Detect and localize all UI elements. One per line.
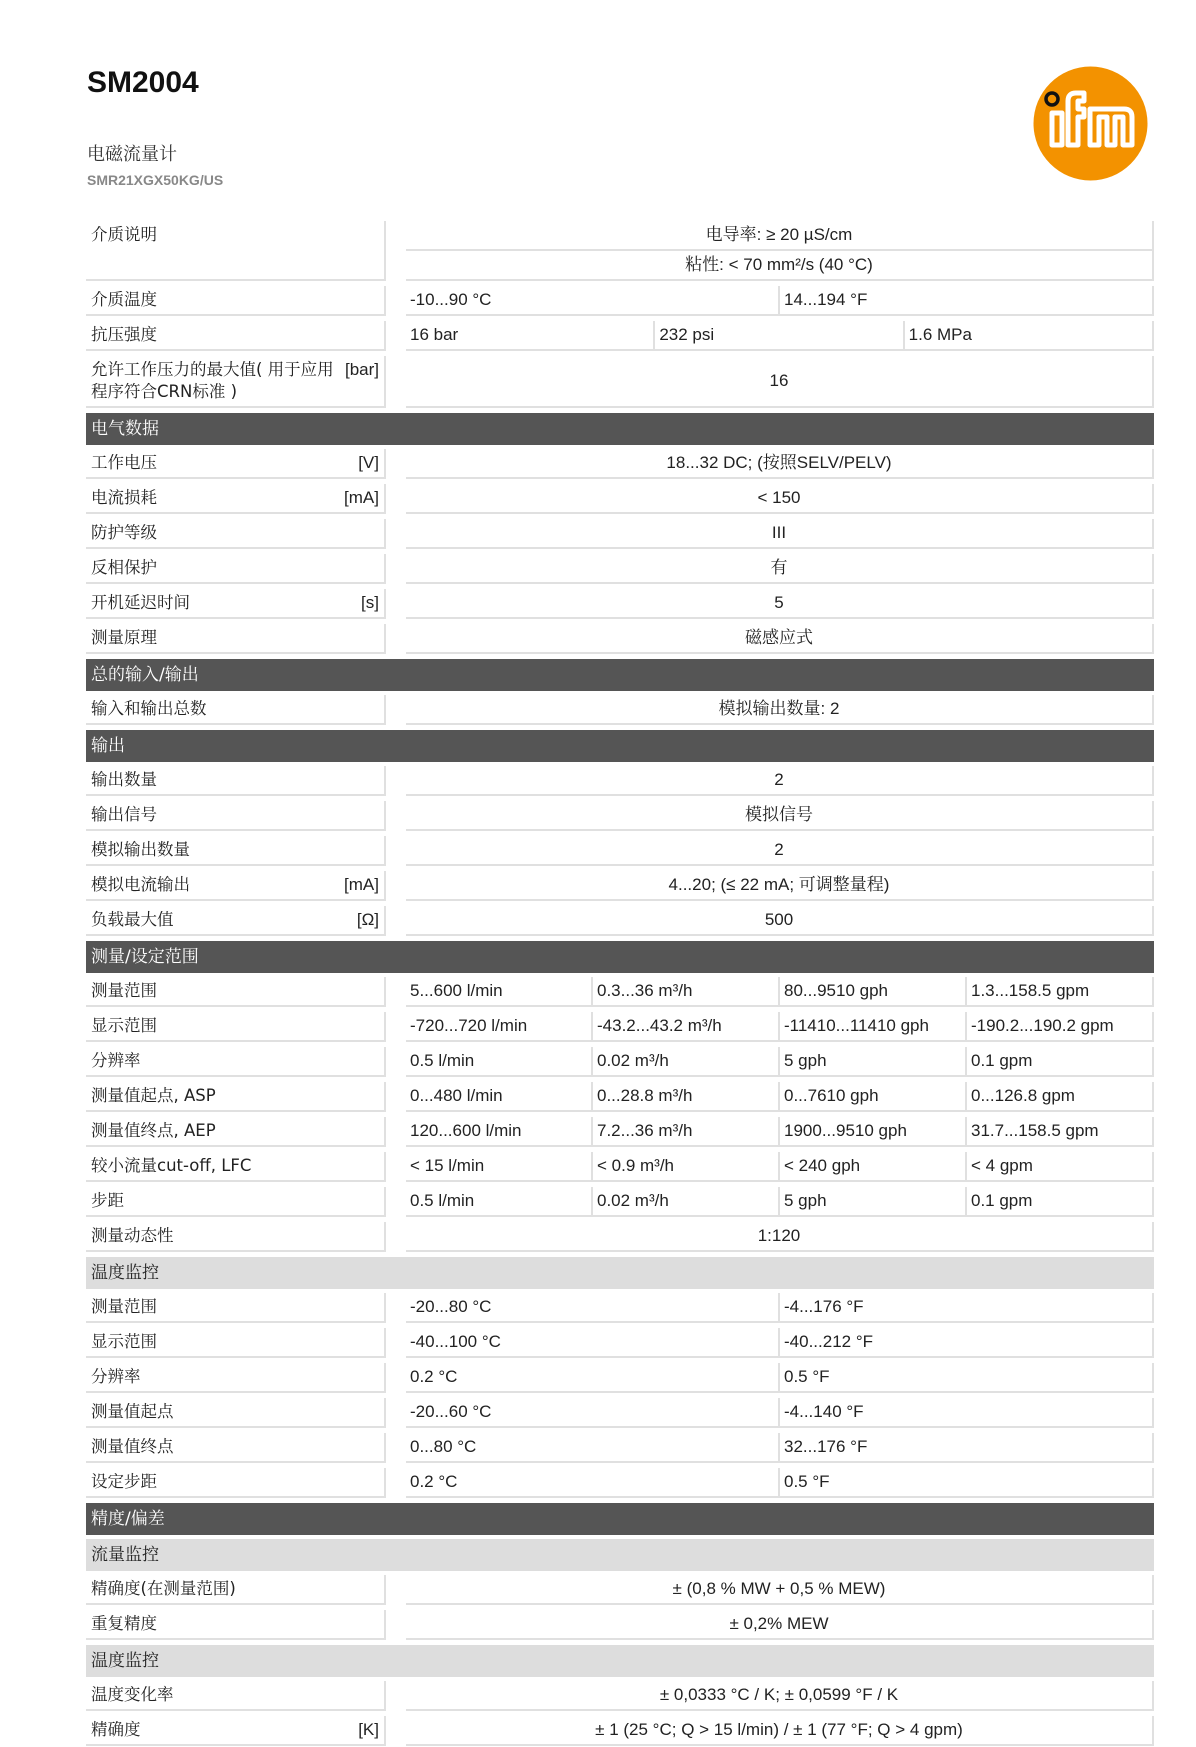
spec-unit: [K]	[358, 1720, 379, 1739]
spec-label-text: 工作电压	[91, 453, 157, 472]
spec-values	[406, 221, 1154, 281]
spec-value: 0.5 °F	[780, 1363, 1154, 1393]
spec-values	[406, 1681, 1154, 1711]
spec-values	[406, 1187, 1154, 1217]
spec-value: 16 bar	[406, 321, 655, 351]
spec-value: ± 1 (25 °C; Q > 15 l/min) / ± 1 (77 °F; Q > 4 gpm)	[406, 1716, 1154, 1746]
spec-label-text: 测量值起点, ASP	[91, 1086, 216, 1105]
spec-label	[86, 766, 386, 796]
spec-label-text: 允许工作压力的最大值( 用于应用程序符合CRN标准 )	[91, 360, 334, 401]
spec-values	[406, 1328, 1154, 1358]
spec-value-line	[406, 1117, 1154, 1147]
product-subtitle: 电磁流量计	[87, 144, 177, 165]
spec-value-line	[406, 1082, 1154, 1112]
spec-label	[86, 519, 386, 549]
spec-value: < 0.9 m³/h	[593, 1152, 780, 1182]
spec-label	[86, 906, 386, 936]
spec-value: 0.3...36 m³/h	[593, 977, 780, 1007]
spec-label	[86, 1398, 386, 1428]
spec-row	[86, 836, 1154, 867]
section-header: 电气数据	[86, 413, 1154, 445]
spec-unit: [mA]	[344, 488, 379, 507]
spec-row	[86, 1610, 1154, 1641]
spec-label	[86, 1468, 386, 1498]
spec-label-text: 精确度(在测量范围)	[91, 1579, 236, 1598]
spec-label-text: 较小流量cut-off, LFC	[91, 1156, 252, 1175]
spec-row	[86, 286, 1154, 317]
spec-label-text: 抗压强度	[91, 325, 157, 344]
spec-value: 0.1 gpm	[967, 1187, 1154, 1217]
spec-value-line	[406, 836, 1154, 866]
spec-label-text: 电流损耗	[91, 488, 157, 507]
spec-label-text: 重复精度	[91, 1614, 157, 1633]
product-title: SM2004	[87, 66, 199, 99]
spec-label-text: 测量范围	[91, 1297, 157, 1316]
spec-value-line	[406, 977, 1154, 1007]
ifm-logo	[1032, 65, 1149, 182]
spec-label	[86, 449, 386, 479]
spec-row	[86, 1082, 1154, 1113]
spec-label	[86, 1082, 386, 1112]
spec-value: 粘性: < 70 mm²/s (40 °C)	[406, 251, 1154, 281]
spec-value: 14...194 °F	[780, 286, 1154, 316]
spec-values	[406, 1047, 1154, 1077]
spec-label	[86, 554, 386, 584]
spec-label	[86, 1222, 386, 1252]
spec-value-line	[406, 286, 1154, 316]
spec-label	[86, 321, 386, 351]
spec-unit: [bar]	[344, 360, 379, 379]
spec-label-text: 测量动态性	[91, 1226, 174, 1245]
spec-value: 模拟输出数量: 2	[406, 695, 1154, 725]
spec-value: 500	[406, 906, 1154, 936]
section-header: 精度/偏差	[86, 1503, 1154, 1535]
spec-row	[86, 977, 1154, 1008]
spec-value-line	[406, 484, 1154, 514]
spec-label	[86, 286, 386, 316]
spec-value: 7.2...36 m³/h	[593, 1117, 780, 1147]
spec-value: -43.2...43.2 m³/h	[593, 1012, 780, 1042]
spec-values	[406, 1716, 1154, 1746]
article-code: SMR21XGX50KG/US	[87, 172, 224, 188]
spec-value-line	[406, 1152, 1154, 1182]
spec-values	[406, 695, 1154, 725]
spec-label-text: 显示范围	[91, 1332, 157, 1351]
spec-value: 120...600 l/min	[406, 1117, 593, 1147]
spec-values	[406, 906, 1154, 936]
spec-value-line	[406, 1012, 1154, 1042]
spec-values	[406, 1398, 1154, 1428]
spec-value-line	[406, 1468, 1154, 1498]
spec-row	[86, 1152, 1154, 1183]
spec-label-text: 开机延迟时间	[91, 593, 190, 612]
spec-label	[86, 221, 386, 281]
spec-values	[406, 624, 1154, 654]
spec-unit: [s]	[361, 593, 379, 612]
spec-value: 80...9510 gph	[780, 977, 967, 1007]
spec-label	[86, 484, 386, 514]
spec-value: -20...60 °C	[406, 1398, 780, 1428]
section-header: 输出	[86, 730, 1154, 762]
spec-row	[86, 484, 1154, 515]
spec-value-line	[406, 554, 1154, 584]
spec-label-text: 显示范围	[91, 1016, 157, 1035]
spec-values	[406, 449, 1154, 479]
spec-unit: [V]	[358, 453, 379, 472]
subsection-header: 温度监控	[86, 1645, 1154, 1677]
spec-label	[86, 1293, 386, 1323]
spec-values	[406, 356, 1154, 408]
spec-value: -20...80 °C	[406, 1293, 780, 1323]
spec-values	[406, 1575, 1154, 1605]
spec-label-text: 分辨率	[91, 1367, 141, 1386]
spec-value-line	[406, 1222, 1154, 1252]
spec-label-text: 反相保护	[91, 558, 157, 577]
spec-value: ± 0,2% MEW	[406, 1610, 1154, 1640]
spec-value: -11410...11410 gph	[780, 1012, 967, 1042]
spec-values	[406, 1117, 1154, 1147]
spec-value: ± 0,0333 °C / K; ± 0,0599 °F / K	[406, 1681, 1154, 1711]
spec-label-text: 测量值终点, AEP	[91, 1121, 216, 1140]
spec-label-text: 模拟电流输出	[91, 875, 190, 894]
spec-row	[86, 1187, 1154, 1218]
spec-row	[86, 554, 1154, 585]
spec-value: 有	[406, 554, 1154, 584]
spec-value: < 4 gpm	[967, 1152, 1154, 1182]
spec-row	[86, 449, 1154, 480]
spec-label-text: 模拟输出数量	[91, 840, 190, 859]
spec-label-text: 输入和输出总数	[91, 699, 207, 718]
spec-value-line	[406, 221, 1154, 251]
spec-label	[86, 589, 386, 619]
spec-label	[86, 836, 386, 866]
spec-value-line	[406, 321, 1154, 351]
spec-value: 0.5 l/min	[406, 1187, 593, 1217]
spec-value-line	[406, 356, 1154, 408]
spec-value: 4...20; (≤ 22 mA; 可调整量程)	[406, 871, 1154, 901]
spec-values	[406, 1152, 1154, 1182]
spec-values	[406, 554, 1154, 584]
spec-row	[86, 871, 1154, 902]
spec-value: 18...32 DC; (按照SELV/PELV)	[406, 449, 1154, 479]
spec-value: 16	[406, 356, 1154, 408]
section-header: 测量/设定范围	[86, 941, 1154, 973]
spec-value: 232 psi	[655, 321, 904, 351]
spec-label-text: 介质说明	[91, 225, 157, 244]
spec-value: 2	[406, 836, 1154, 866]
spec-label	[86, 356, 386, 408]
spec-row	[86, 766, 1154, 797]
spec-label	[86, 1117, 386, 1147]
spec-label	[86, 1047, 386, 1077]
spec-row	[86, 1222, 1154, 1253]
spec-value-line	[406, 589, 1154, 619]
spec-values	[406, 286, 1154, 316]
spec-label	[86, 624, 386, 654]
spec-label	[86, 871, 386, 901]
spec-values	[406, 766, 1154, 796]
spec-label-text: 测量值终点	[91, 1437, 174, 1456]
section-header: 总的输入/输出	[86, 659, 1154, 691]
spec-label-text: 介质温度	[91, 290, 157, 309]
spec-value: 1900...9510 gph	[780, 1117, 967, 1147]
spec-value: 0.2 °C	[406, 1468, 780, 1498]
spec-value-line	[406, 1398, 1154, 1428]
spec-label	[86, 1187, 386, 1217]
spec-value-line	[406, 519, 1154, 549]
spec-value: 0...7610 gph	[780, 1082, 967, 1112]
spec-label-text: 输出信号	[91, 805, 157, 824]
spec-label	[86, 1610, 386, 1640]
spec-value-line	[406, 1681, 1154, 1711]
spec-value: 2	[406, 766, 1154, 796]
spec-value: 0...28.8 m³/h	[593, 1082, 780, 1112]
spec-value: 电导率: ≥ 20 µS/cm	[406, 221, 1154, 251]
datasheet-table	[86, 217, 1154, 1747]
spec-value: < 150	[406, 484, 1154, 514]
spec-value: < 15 l/min	[406, 1152, 593, 1182]
spec-label	[86, 695, 386, 725]
spec-row	[86, 589, 1154, 620]
spec-value: 0.5 l/min	[406, 1047, 593, 1077]
spec-value: < 240 gph	[780, 1152, 967, 1182]
spec-label-text: 分辨率	[91, 1051, 141, 1070]
spec-value: 0...126.8 gpm	[967, 1082, 1154, 1112]
spec-value-line	[406, 1610, 1154, 1640]
spec-values	[406, 484, 1154, 514]
spec-value-line	[406, 801, 1154, 831]
spec-row	[86, 1468, 1154, 1499]
spec-value: 32...176 °F	[780, 1433, 1154, 1463]
spec-value: 5 gph	[780, 1047, 967, 1077]
spec-value: -40...212 °F	[780, 1328, 1154, 1358]
spec-label	[86, 977, 386, 1007]
spec-value-line	[406, 766, 1154, 796]
spec-values	[406, 1433, 1154, 1463]
spec-row	[86, 1433, 1154, 1464]
spec-values	[406, 589, 1154, 619]
spec-label	[86, 1152, 386, 1182]
spec-value: 1.3...158.5 gpm	[967, 977, 1154, 1007]
spec-value: 模拟信号	[406, 801, 1154, 831]
spec-value: 5	[406, 589, 1154, 619]
spec-row	[86, 356, 1154, 409]
spec-value-line	[406, 1716, 1154, 1746]
spec-label-text: 步距	[91, 1191, 124, 1210]
spec-value-line	[406, 1293, 1154, 1323]
spec-value: 5...600 l/min	[406, 977, 593, 1007]
spec-row	[86, 221, 1154, 282]
spec-label	[86, 801, 386, 831]
spec-value: 0.1 gpm	[967, 1047, 1154, 1077]
spec-value: -4...176 °F	[780, 1293, 1154, 1323]
subsection-header: 温度监控	[86, 1257, 1154, 1289]
spec-label-text: 输出数量	[91, 770, 157, 789]
spec-label-text: 测量值起点	[91, 1402, 174, 1421]
spec-row	[86, 1047, 1154, 1078]
subsection-header: 流量监控	[86, 1539, 1154, 1571]
spec-values	[406, 1293, 1154, 1323]
spec-value-line	[406, 1187, 1154, 1217]
spec-row	[86, 1716, 1154, 1747]
spec-value: -10...90 °C	[406, 286, 780, 316]
spec-label-text: 负载最大值	[91, 910, 174, 929]
spec-value-line	[406, 1433, 1154, 1463]
spec-values	[406, 1222, 1154, 1252]
spec-row	[86, 1328, 1154, 1359]
spec-values	[406, 977, 1154, 1007]
spec-label	[86, 1716, 386, 1746]
spec-value-line	[406, 449, 1154, 479]
spec-value: 0...80 °C	[406, 1433, 780, 1463]
spec-row	[86, 1293, 1154, 1324]
spec-value-line	[406, 1363, 1154, 1393]
spec-row	[86, 624, 1154, 655]
spec-value: -720...720 l/min	[406, 1012, 593, 1042]
spec-row	[86, 1012, 1154, 1043]
spec-value: 磁感应式	[406, 624, 1154, 654]
spec-values	[406, 519, 1154, 549]
spec-value: -190.2...190.2 gpm	[967, 1012, 1154, 1042]
spec-value: III	[406, 519, 1154, 549]
spec-value-line	[406, 1328, 1154, 1358]
spec-values	[406, 321, 1154, 351]
spec-unit: [mA]	[344, 875, 379, 894]
spec-label	[86, 1681, 386, 1711]
spec-value: 31.7...158.5 gpm	[967, 1117, 1154, 1147]
spec-values	[406, 801, 1154, 831]
spec-row	[86, 519, 1154, 550]
spec-value: 0.2 °C	[406, 1363, 780, 1393]
spec-value: 0.02 m³/h	[593, 1187, 780, 1217]
spec-label-text: 测量原理	[91, 628, 157, 647]
spec-value-line	[406, 251, 1154, 281]
spec-values	[406, 1082, 1154, 1112]
spec-value: 5 gph	[780, 1187, 967, 1217]
spec-row	[86, 321, 1154, 352]
spec-values	[406, 1610, 1154, 1640]
spec-value: 0.02 m³/h	[593, 1047, 780, 1077]
spec-value-line	[406, 624, 1154, 654]
spec-label	[86, 1328, 386, 1358]
spec-row	[86, 801, 1154, 832]
spec-row	[86, 1575, 1154, 1606]
spec-values	[406, 1012, 1154, 1042]
spec-value: 1.6 MPa	[905, 321, 1154, 351]
spec-values	[406, 871, 1154, 901]
spec-value: -40...100 °C	[406, 1328, 780, 1358]
spec-value-line	[406, 695, 1154, 725]
spec-label	[86, 1363, 386, 1393]
spec-label-text: 防护等级	[91, 523, 157, 542]
spec-label-text: 设定步距	[91, 1472, 157, 1491]
spec-value-line	[406, 1575, 1154, 1605]
spec-row	[86, 1681, 1154, 1712]
spec-label-text: 温度变化率	[91, 1685, 174, 1704]
spec-row	[86, 1117, 1154, 1148]
spec-value: 0...480 l/min	[406, 1082, 593, 1112]
spec-value-line	[406, 871, 1154, 901]
spec-value-line	[406, 906, 1154, 936]
spec-row	[86, 1398, 1154, 1429]
spec-label-text: 测量范围	[91, 981, 157, 1000]
spec-row	[86, 906, 1154, 937]
spec-value: 1:120	[406, 1222, 1154, 1252]
spec-values	[406, 836, 1154, 866]
spec-value: ± (0,8 % MW + 0,5 % MEW)	[406, 1575, 1154, 1605]
spec-values	[406, 1468, 1154, 1498]
spec-values	[406, 1363, 1154, 1393]
spec-label	[86, 1575, 386, 1605]
spec-value: 0.5 °F	[780, 1468, 1154, 1498]
spec-row	[86, 1363, 1154, 1394]
spec-label-text: 精确度	[91, 1720, 141, 1739]
spec-value-line	[406, 1047, 1154, 1077]
spec-row	[86, 695, 1154, 726]
spec-unit: [Ω]	[356, 910, 379, 929]
spec-label	[86, 1012, 386, 1042]
spec-value: -4...140 °F	[780, 1398, 1154, 1428]
spec-label	[86, 1433, 386, 1463]
